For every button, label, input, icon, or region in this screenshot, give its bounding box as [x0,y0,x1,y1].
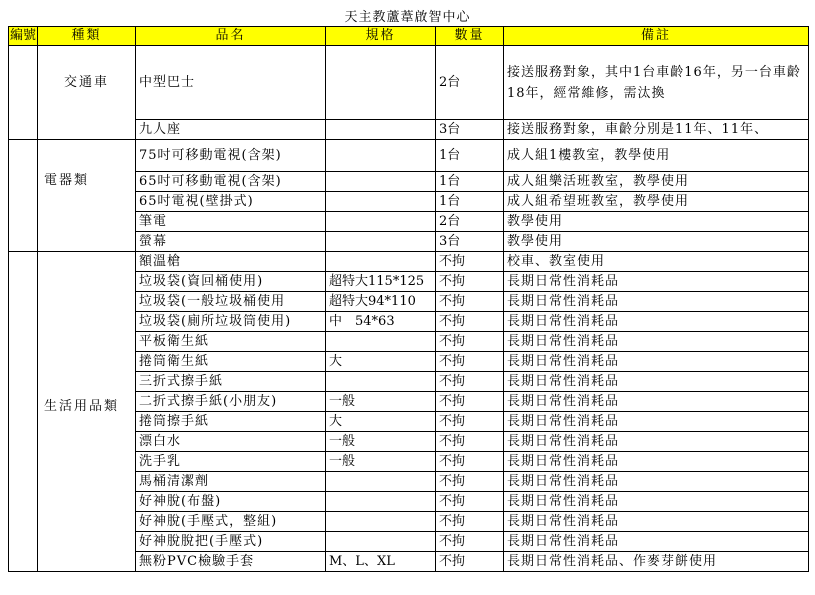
item-note: 長期日常性消耗品 [504,352,809,372]
item-name: 垃圾袋(一般垃圾桶使用 [136,292,326,312]
row-number-cell [9,46,38,140]
category-daily: 生活用品類 [38,252,136,572]
item-qty: 不拘 [436,472,504,492]
item-name: 垃圾袋(資回桶使用) [136,272,326,292]
item-qty: 不拘 [436,332,504,352]
item-note: 長期日常性消耗品 [504,392,809,412]
item-spec [326,512,436,532]
item-qty: 1台 [436,172,504,192]
item-name: 馬桶清潔劑 [136,472,326,492]
item-spec [326,472,436,492]
item-qty: 2台 [436,46,504,120]
item-note: 教學使用 [504,232,809,252]
item-qty: 2台 [436,212,504,232]
row-number-cell [9,252,38,572]
item-name: 好神脫脫把(手壓式) [136,532,326,552]
table-row [9,252,809,272]
item-spec [326,172,436,192]
item-name: 二折式擦手紙(小朋友) [136,392,326,412]
item-qty: 不拘 [436,432,504,452]
item-note: 長期日常性消耗品、作麥芽餅使用 [504,552,809,572]
item-qty: 不拘 [436,412,504,432]
item-spec [326,212,436,232]
item-spec [326,140,436,172]
item-spec: 超特大115*125 [326,272,436,292]
table-row [9,140,809,172]
item-note: 長期日常性消耗品 [504,332,809,352]
item-name: 好神脫(手壓式，整組) [136,512,326,532]
header-qty: 數量 [436,27,504,46]
document-title: 天主教蘆葦啟智中心 [344,10,471,25]
header-spec: 規格 [326,27,436,46]
item-name: 75吋可移動電視(含架) [136,140,326,172]
item-note: 接送服務對象，其中1台車齡16年，另一台車齡18年，經常維修，需汰換 [504,46,809,120]
item-note: 長期日常性消耗品 [504,472,809,492]
header-no: 編號 [9,27,38,46]
header-note: 備註 [504,27,809,46]
header-category: 種類 [38,27,136,46]
item-spec [326,46,436,120]
item-qty: 不拘 [436,372,504,392]
item-spec: 中 54*63 [326,312,436,332]
item-qty: 不拘 [436,352,504,372]
item-note: 成人組樂活班教室，教學使用 [504,172,809,192]
item-note: 教學使用 [504,212,809,232]
item-note: 長期日常性消耗品 [504,312,809,332]
header-item: 品名 [136,27,326,46]
item-name: 無粉PVC檢驗手套 [136,552,326,572]
item-qty: 不拘 [436,552,504,572]
item-spec [326,332,436,352]
item-spec [326,532,436,552]
item-spec [326,492,436,512]
item-name: 好神脫(布盤) [136,492,326,512]
item-name: 65吋電視(壁掛式) [136,192,326,212]
item-qty: 不拘 [436,452,504,472]
item-note: 長期日常性消耗品 [504,492,809,512]
item-qty: 1台 [436,140,504,172]
item-spec: M、L、XL [326,552,436,572]
item-qty: 1台 [436,192,504,212]
item-note: 接送服務對象，車齡分別是11年、11年、 [504,120,809,140]
item-qty: 不拘 [436,292,504,312]
item-qty: 3台 [436,120,504,140]
category-electric: 電器類 [38,140,136,252]
item-spec: 大 [326,412,436,432]
item-note: 校車、教室使用 [504,252,809,272]
item-note: 成人組希望班教室，教學使用 [504,192,809,212]
item-spec [326,252,436,272]
item-note: 長期日常性消耗品 [504,412,809,432]
item-note: 長期日常性消耗品 [504,372,809,392]
item-qty: 不拘 [436,532,504,552]
item-spec: 一般 [326,432,436,452]
item-qty: 3台 [436,232,504,252]
item-name: 垃圾袋(廁所垃圾筒使用) [136,312,326,332]
item-name: 洗手乳 [136,452,326,472]
item-spec [326,232,436,252]
item-qty: 不拘 [436,252,504,272]
item-name: 筆電 [136,212,326,232]
item-note: 長期日常性消耗品 [504,292,809,312]
item-spec [326,372,436,392]
item-name: 捲筒衛生紙 [136,352,326,372]
item-qty: 不拘 [436,492,504,512]
item-spec: 超特大94*110 [326,292,436,312]
item-spec: 一般 [326,452,436,472]
item-spec [326,120,436,140]
item-note: 長期日常性消耗品 [504,532,809,552]
header-row [9,27,809,46]
item-qty: 不拘 [436,512,504,532]
item-qty: 不拘 [436,392,504,412]
item-name: 三折式擦手紙 [136,372,326,392]
item-spec: 一般 [326,392,436,412]
item-note: 長期日常性消耗品 [504,452,809,472]
item-note: 長期日常性消耗品 [504,512,809,532]
inventory-table [8,26,809,572]
item-note: 長期日常性消耗品 [504,432,809,452]
item-qty: 不拘 [436,272,504,292]
item-name: 螢幕 [136,232,326,252]
item-name: 漂白水 [136,432,326,452]
item-name: 捲筒擦手紙 [136,412,326,432]
item-name: 中型巴士 [136,46,326,120]
item-qty: 不拘 [436,312,504,332]
item-name: 九人座 [136,120,326,140]
item-spec: 大 [326,352,436,372]
category-transport: 交通車 [38,46,136,140]
item-spec [326,192,436,212]
item-name: 65吋可移動電視(含架) [136,172,326,192]
table-row [9,46,809,120]
item-name: 平板衛生紙 [136,332,326,352]
item-name: 額溫槍 [136,252,326,272]
item-note: 成人組1樓教室，教學使用 [504,140,809,172]
row-number-cell [9,140,38,252]
item-note: 長期日常性消耗品 [504,272,809,292]
